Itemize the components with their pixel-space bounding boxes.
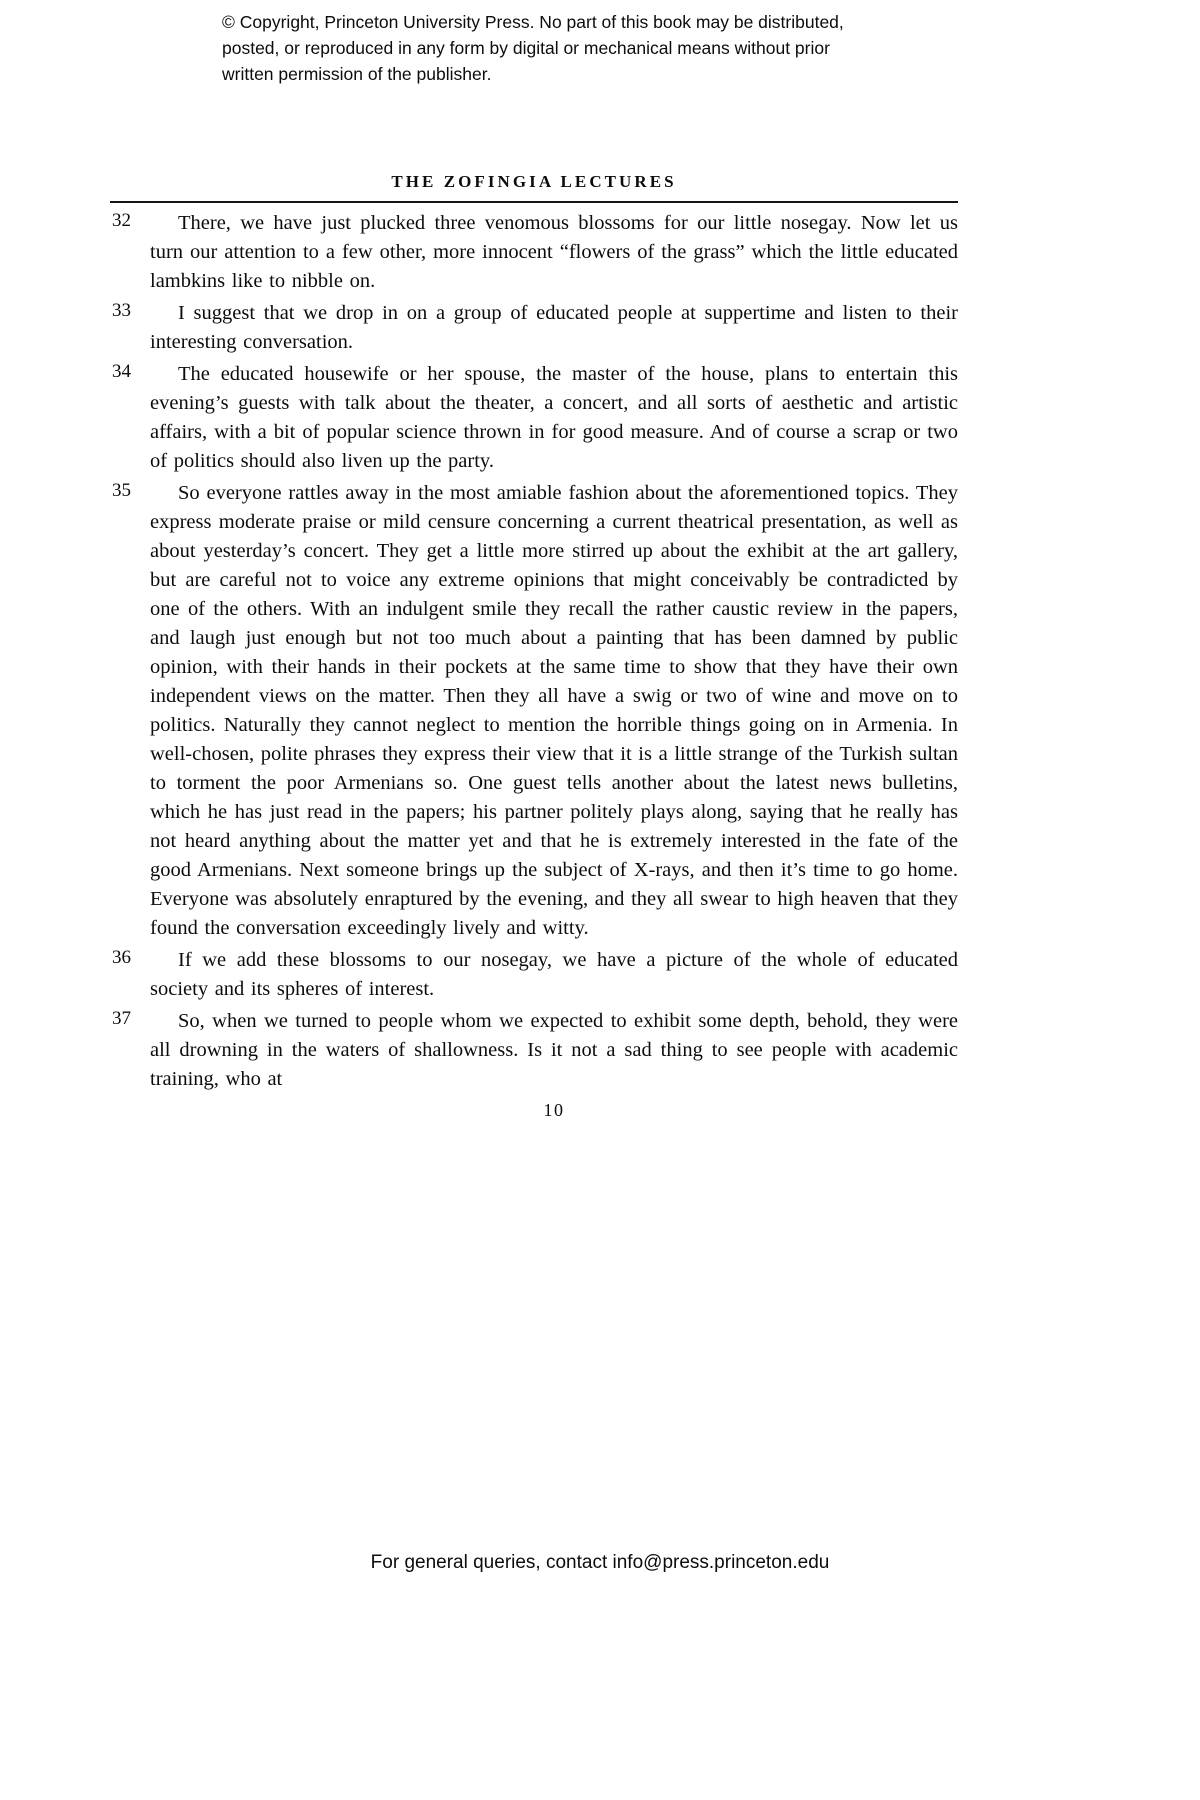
head-rule <box>110 201 958 203</box>
paragraph-number: 34 <box>112 361 131 382</box>
paragraph-number: 33 <box>112 300 131 321</box>
footer-contact-line: For general queries, contact info@press.princeton.edu <box>370 1552 830 1573</box>
paragraph-33 <box>110 299 958 357</box>
paragraph-number: 37 <box>112 1008 131 1029</box>
page-content <box>110 172 958 1121</box>
paragraph-text: If we add these blossoms to our nosegay, we have a picture of the whole of educated society and its spheres of interest. <box>150 949 958 1000</box>
paragraph-number: 32 <box>112 210 131 231</box>
paragraph-36 <box>110 946 958 1004</box>
paragraph-number: 36 <box>112 947 131 968</box>
paragraph-text: So everyone rattles away in the most amiable fashion about the aforementioned topics. They express moderate praise or mild censure concerning a current theatrical presentation, as well as about yesterday’s concert. They get a little more stirred up about the exhibit at the art gallery, but are careful not to voice any extreme opinions that might conceivably be contradicted by one of the others. With an indulgent smile they recall the rather caustic review in the papers, and laugh just enough but not too much about a painting that has been damned by public opinion, with their hands in their pockets at the same time to show that they have their own independent views on the matter. Then they all have a swig or two of wine and move on to politics. Naturally they cannot neglect to mention the horrible things going on in Armenia. In well-chosen, polite phrases they express their view that it is a little strange of the Turkish sultan to torment the poor Armenians so. One guest tells another about the latest news bulletins, which he has just read in the papers; his partner politely plays along, saying that he really has not heard anything about the matter yet and that he is extremely interested in the fate of the good Armenians. Next someone brings up the subject of X-rays, and then it’s time to go home. Everyone was absolutely enraptured by the evening, and they all swear to high heaven that they found the conversation exceedingly lively and witty. <box>150 482 958 939</box>
paragraph-text: There, we have just plucked three venomous blossoms for our little nosegay. Now let us turn our attention to a few other, more innocent “flowers of the grass” which the little educated lambkins like to nibble on. <box>150 212 958 292</box>
paragraph-text: The educated housewife or her spouse, the master of the house, plans to entertain this evening’s guests with talk about the theater, a concert, and all sorts of aesthetic and artistic affairs, with a bit of popular science thrown in for good measure. And of course a scrap or two of politics should also liven up the party. <box>150 363 958 472</box>
paragraph-32 <box>110 209 958 296</box>
paragraph-35 <box>110 479 958 943</box>
paragraph-number: 35 <box>112 480 131 501</box>
page-number: 10 <box>543 1100 565 1120</box>
paragraph-37 <box>110 1007 958 1094</box>
running-head: THE ZOFINGIA LECTURES <box>391 172 677 191</box>
paragraph-34 <box>110 360 958 476</box>
paragraph-text: So, when we turned to people whom we expected to exhibit some depth, behold, they were all drowning in the waters of shallowness. Is it not a sad thing to see people with academic training, who at <box>150 1010 958 1090</box>
copyright-notice: © Copyright, Princeton University Press. No part of this book may be distributed, posted, or reproduced in any form by digital or mechanical means without prior written permission of the publisher. <box>222 12 844 84</box>
paragraph-text: I suggest that we drop in on a group of educated people at suppertime and listen to their interesting conversation. <box>150 302 958 353</box>
